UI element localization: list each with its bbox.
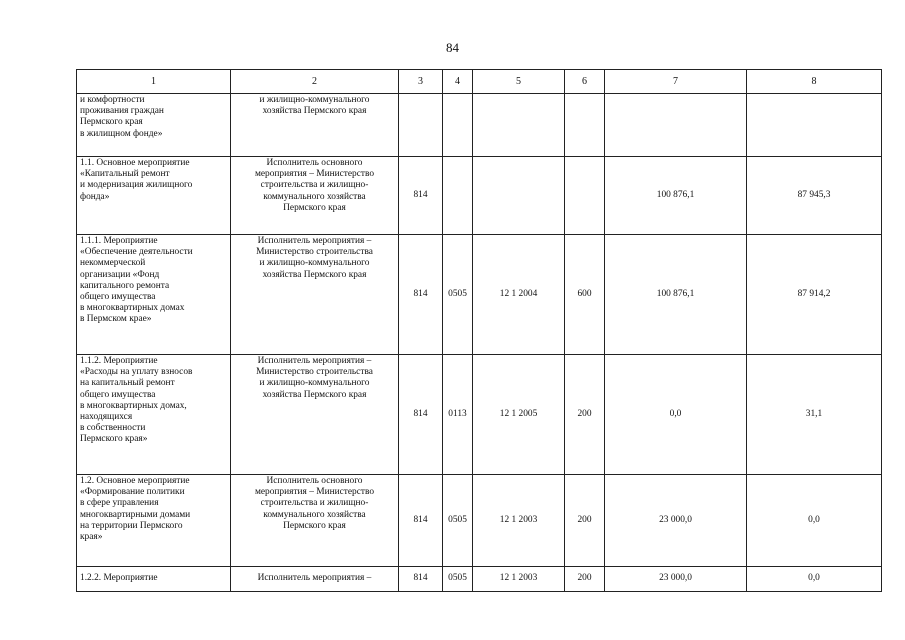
row-csr: 12 1 2003 bbox=[473, 567, 565, 592]
row-name: 1.1. Основное мероприятие «Капитальный ремонт и модернизация жилищного фонда» bbox=[77, 157, 231, 235]
row-sum-col7: 0,0 bbox=[605, 355, 747, 475]
row-name: 1.2. Основное мероприятие «Формирование политики в сфере управления многоквартирными домами на территории Пермского края» bbox=[77, 475, 231, 567]
row-csr bbox=[473, 94, 565, 157]
table-row bbox=[77, 235, 882, 355]
row-name: и комфортности проживания граждан Пермского края в жилищном фонде» bbox=[77, 94, 231, 157]
row-csr bbox=[473, 157, 565, 235]
row-executor: Исполнитель мероприятия – Министерство строительства и жилищно-коммунального хозяйства Пермского края bbox=[231, 355, 399, 475]
row-grbs: 814 bbox=[399, 567, 443, 592]
header-col-4: 4 bbox=[443, 70, 473, 94]
row-vr: 200 bbox=[565, 567, 605, 592]
row-sum-col7: 100 876,1 bbox=[605, 235, 747, 355]
row-executor: Исполнитель основного мероприятия – Министерство строительства и жилищно- коммунального хозяйства Пермского края bbox=[231, 157, 399, 235]
table-row bbox=[77, 567, 882, 592]
header-row bbox=[77, 70, 882, 94]
row-rzpr: 0505 bbox=[443, 475, 473, 567]
header-col-1: 1 bbox=[77, 70, 231, 94]
row-name: 1.2.2. Мероприятие bbox=[77, 567, 231, 592]
table-row bbox=[77, 157, 882, 235]
row-rzpr: 0505 bbox=[443, 567, 473, 592]
row-executor: и жилищно-коммунального хозяйства Пермского края bbox=[231, 94, 399, 157]
header-col-8: 8 bbox=[747, 70, 882, 94]
header-col-5: 5 bbox=[473, 70, 565, 94]
row-vr bbox=[565, 94, 605, 157]
row-sum-col8 bbox=[747, 94, 882, 157]
row-sum-col8: 0,0 bbox=[747, 567, 882, 592]
header-col-7: 7 bbox=[605, 70, 747, 94]
row-sum-col7: 100 876,1 bbox=[605, 157, 747, 235]
row-vr bbox=[565, 157, 605, 235]
header-col-3: 3 bbox=[399, 70, 443, 94]
row-vr: 200 bbox=[565, 355, 605, 475]
row-sum-col7: 23 000,0 bbox=[605, 475, 747, 567]
row-grbs: 814 bbox=[399, 157, 443, 235]
table-row bbox=[77, 355, 882, 475]
header-col-6: 6 bbox=[565, 70, 605, 94]
row-rzpr bbox=[443, 157, 473, 235]
row-grbs: 814 bbox=[399, 235, 443, 355]
row-executor: Исполнитель основного мероприятия – Министерство строительства и жилищно- коммунального хозяйства Пермского края bbox=[231, 475, 399, 567]
row-rzpr bbox=[443, 94, 473, 157]
row-name: 1.1.1. Мероприятие «Обеспечение деятельности некоммерческой организации «Фонд капитального ремонта общего имущества в многоквартирных домах в Пермском крае» bbox=[77, 235, 231, 355]
header-col-2: 2 bbox=[231, 70, 399, 94]
row-rzpr: 0505 bbox=[443, 235, 473, 355]
row-sum-col7: 23 000,0 bbox=[605, 567, 747, 592]
table-row bbox=[77, 94, 882, 157]
row-grbs: 814 bbox=[399, 355, 443, 475]
page-number: 84 bbox=[446, 40, 459, 55]
row-sum-col8: 87 945,3 bbox=[747, 157, 882, 235]
row-sum-col8: 31,1 bbox=[747, 355, 882, 475]
row-name: 1.1.2. Мероприятие «Расходы на уплату взносов на капитальный ремонт общего имущества в многоквартирных домах, находящихся в собственности Пермского края» bbox=[77, 355, 231, 475]
row-vr: 200 bbox=[565, 475, 605, 567]
row-vr: 600 bbox=[565, 235, 605, 355]
row-grbs: 814 bbox=[399, 475, 443, 567]
row-sum-col8: 87 914,2 bbox=[747, 235, 882, 355]
row-sum-col7 bbox=[605, 94, 747, 157]
row-executor: Исполнитель мероприятия – bbox=[231, 567, 399, 592]
row-executor: Исполнитель мероприятия – Министерство строительства и жилищно-коммунального хозяйства Пермского края bbox=[231, 235, 399, 355]
budget-table bbox=[76, 69, 882, 592]
row-rzpr: 0113 bbox=[443, 355, 473, 475]
row-csr: 12 1 2003 bbox=[473, 475, 565, 567]
table-row bbox=[77, 475, 882, 567]
row-grbs bbox=[399, 94, 443, 157]
row-csr: 12 1 2005 bbox=[473, 355, 565, 475]
row-csr: 12 1 2004 bbox=[473, 235, 565, 355]
row-sum-col8: 0,0 bbox=[747, 475, 882, 567]
